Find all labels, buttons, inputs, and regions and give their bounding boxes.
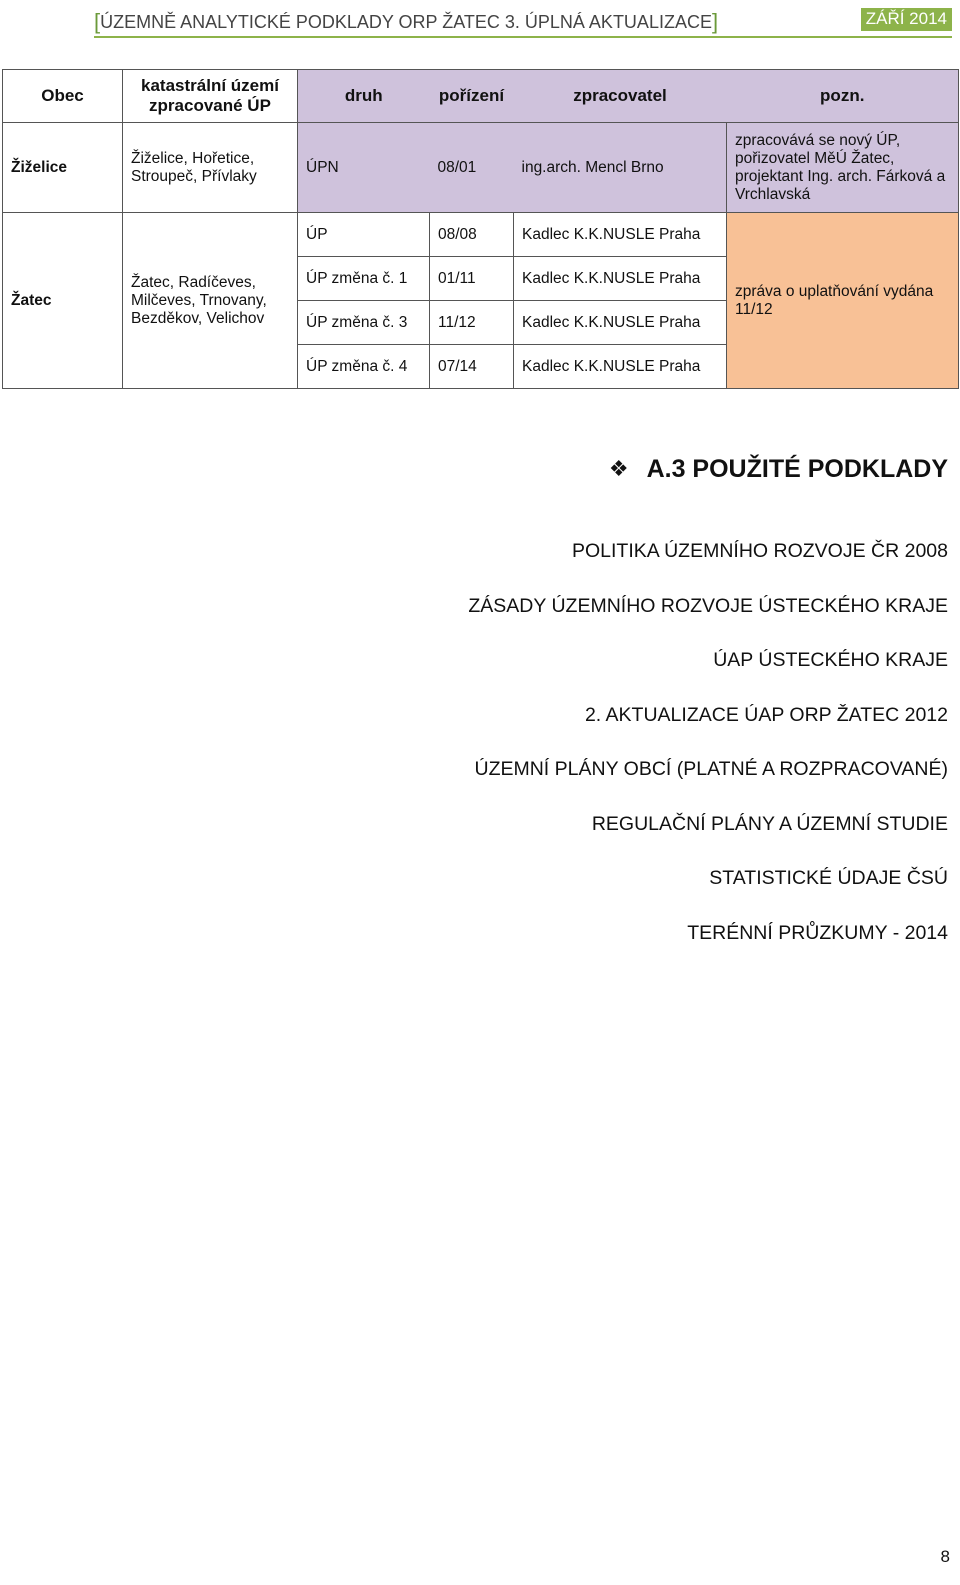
zpracovatel-zatec-3: Kadlec K.K.NUSLE Praha: [514, 301, 727, 345]
list-item: TERÉNNÍ PRŮZKUMY - 2014: [687, 921, 948, 944]
list-item: POLITIKA ÚZEMNÍHO ROZVOJE ČR 2008: [571, 540, 948, 562]
plans-table: [2, 69, 959, 389]
diamond-bullet-icon: ❖: [608, 457, 629, 482]
katastr-zizelice: Žiželice, Hořetice, Stroupeč, Přívlaky: [123, 123, 298, 213]
zpracovatel-zatec-4: Kadlec K.K.NUSLE Praha: [514, 345, 727, 389]
pozn-zizelice: zpracovává se nový ÚP, pořizovatel MěÚ Žatec, projektant Ing. arch. Fárková a Vrchlavská: [727, 123, 959, 213]
header-rule: [94, 36, 952, 38]
section-title: A.3 POUŽITÉ PODKLADY: [646, 455, 948, 483]
table-header-row: [3, 70, 959, 123]
header-porizeni: pořízení: [430, 70, 514, 123]
katastr-zatec: Žatec, Radíčeves, Milčeves, Trnovany, Bezděkov, Velichov: [123, 213, 298, 389]
section-heading: [609, 455, 948, 484]
pozn-zatec: zpráva o uplatňování vydána 11/12: [727, 213, 959, 389]
header-zpracovatel: zpracovatel: [514, 70, 727, 123]
header-katastr: katastrální území zpracované ÚP: [123, 70, 298, 123]
header-bracket-close: ]: [711, 9, 719, 34]
druh-zatec-4: ÚP změna č. 4: [298, 345, 430, 389]
header-date: ZÁŘÍ 2014: [861, 8, 952, 31]
running-header: [94, 8, 718, 34]
header-bracket-open: [: [94, 9, 101, 34]
header-druh: druh: [298, 70, 430, 123]
zpracovatel-zatec-1: Kadlec K.K.NUSLE Praha: [514, 213, 727, 257]
druh-zatec-1: ÚP: [298, 213, 430, 257]
druh-zatec-2: ÚP změna č. 1: [298, 257, 430, 301]
porizeni-zatec-1: 08/08: [430, 213, 514, 257]
porizeni-zatec-2: 01/11: [430, 257, 514, 301]
list-item: ÚAP ÚSTECKÉHO KRAJE: [713, 649, 948, 671]
sources-list: [468, 540, 948, 976]
list-item: ZÁSADY ÚZEMNÍHO ROZVOJE ÚSTECKÉHO KRAJE: [468, 594, 948, 617]
zpracovatel-zizelice: ing.arch. Mencl Brno: [514, 123, 727, 213]
obec-zatec: Žatec: [3, 213, 123, 389]
obec-zizelice: Žiželice: [3, 123, 123, 213]
list-item: 2. AKTUALIZACE ÚAP ORP ŽATEC 2012: [584, 703, 948, 726]
list-item: ÚZEMNÍ PLÁNY OBCÍ (PLATNÉ A ROZPRACOVANÉ): [474, 758, 948, 780]
page-number: 8: [940, 1547, 950, 1566]
porizeni-zizelice: 08/01: [430, 123, 514, 213]
list-item: REGULAČNÍ PLÁNY A ÚZEMNÍ STUDIE: [591, 812, 948, 835]
header-title: ÚZEMNĚ ANALYTICKÉ PODKLADY ORP ŽATEC 3. ÚPLNÁ AKTUALIZACE: [100, 12, 712, 32]
druh-zatec-3: ÚP změna č. 3: [298, 301, 430, 345]
header-pozn: pozn.: [727, 70, 959, 123]
list-item: STATISTICKÉ ÚDAJE ČSÚ: [709, 867, 948, 889]
zpracovatel-zatec-2: Kadlec K.K.NUSLE Praha: [514, 257, 727, 301]
druh-zizelice: ÚPN: [298, 123, 430, 213]
porizeni-zatec-4: 07/14: [430, 345, 514, 389]
table-row-zatec-1: [3, 213, 959, 257]
table-row-zizelice: [3, 123, 959, 213]
header-obec: Obec: [3, 70, 123, 123]
porizeni-zatec-3: 11/12: [430, 301, 514, 345]
